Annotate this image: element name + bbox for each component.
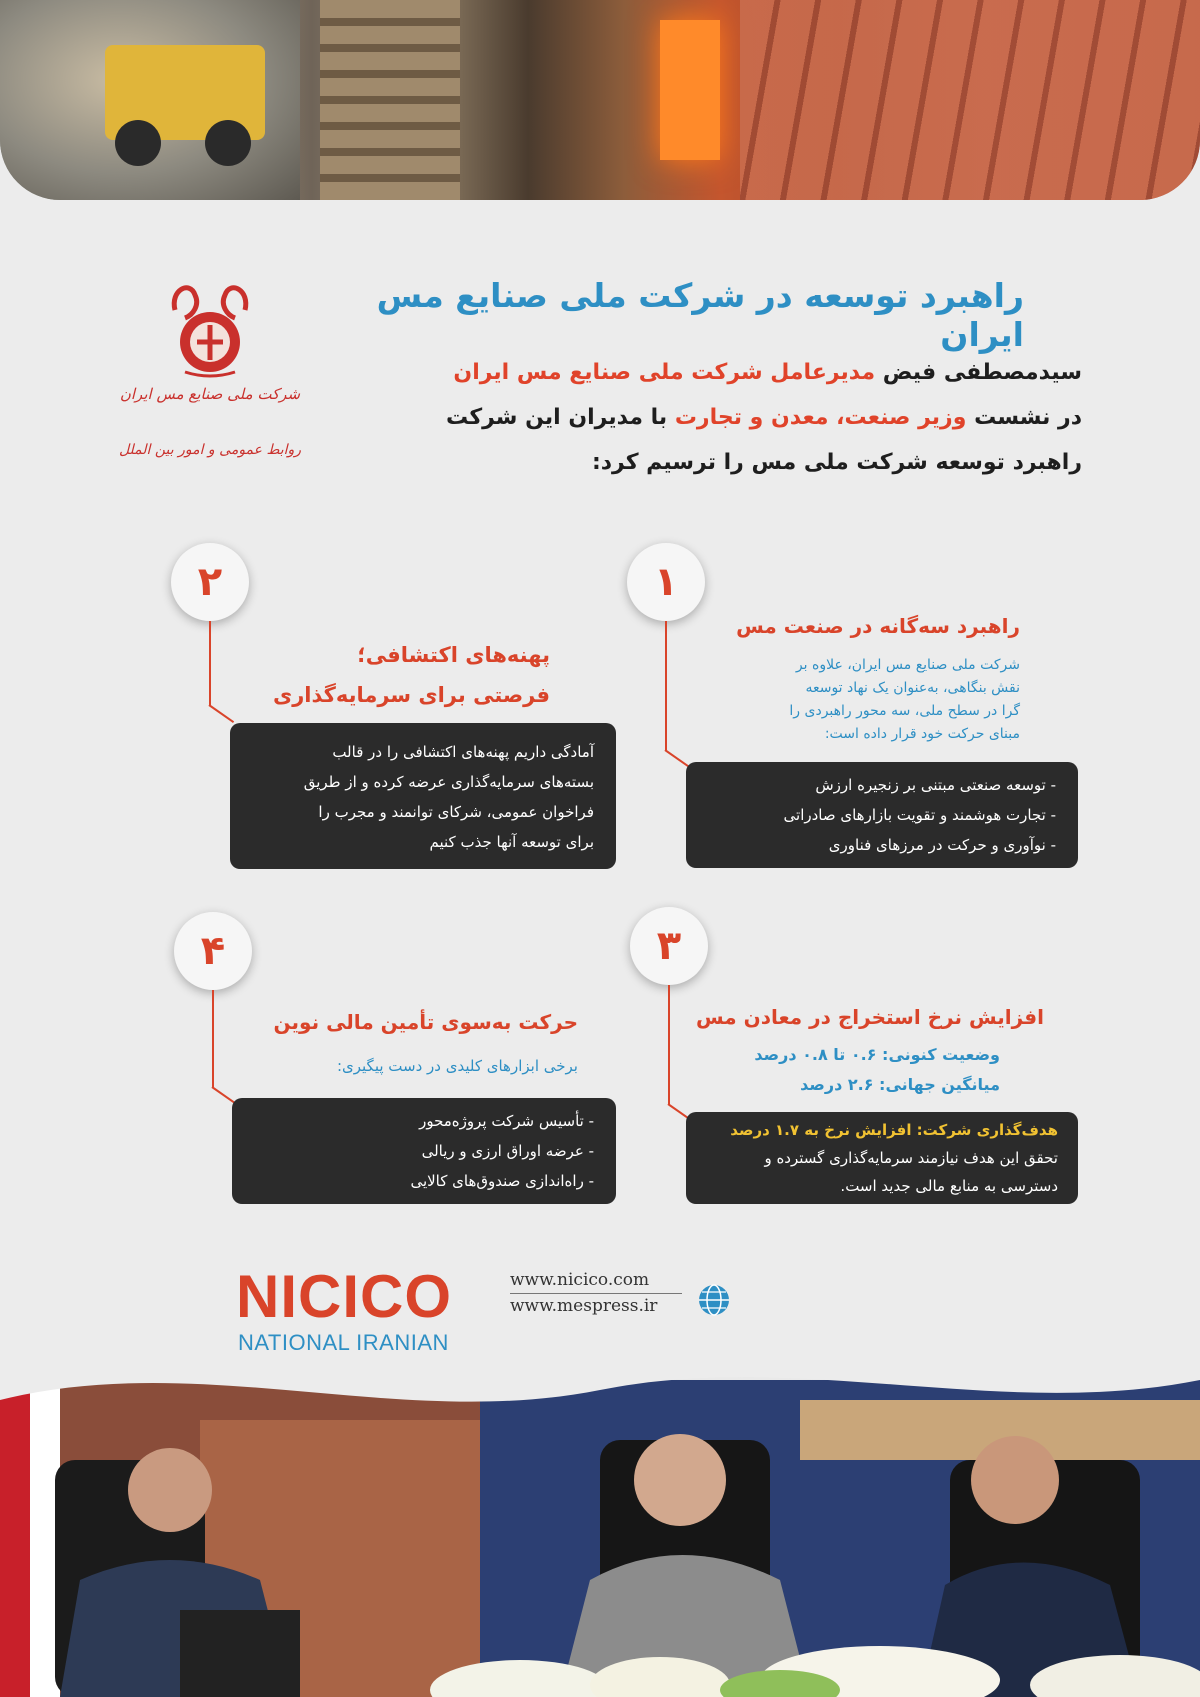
intro-line-1 xyxy=(222,350,1082,395)
section-3-stat-line: میانگین جهانی: ۲.۶ درصد xyxy=(800,1075,1000,1094)
section-4-number-badge: ۴ xyxy=(174,912,252,990)
section-1-item: - توسعه صنعتی مبتنی بر زنجیره ارزش xyxy=(815,776,1056,794)
website-link-mespress[interactable]: www.mespress.ir xyxy=(510,1296,658,1316)
section-1-description-line: نقش بنگاهی، به‌عنوان یک نهاد توسعه xyxy=(805,680,1020,696)
section-4-heading: حرکت به‌سوی تأمین مالی نوین xyxy=(273,1010,578,1034)
section-4-subtitle: برخی ابزارهای کلیدی در دست پیگیری: xyxy=(336,1057,578,1075)
speaker-left-face xyxy=(128,1448,212,1532)
section-1-item: - نوآوری و حرکت در مرزهای فناوری xyxy=(828,836,1056,854)
copper-cathodes-image xyxy=(740,0,1200,200)
minister-title: وزیر صنعت، معدن و تجارت xyxy=(674,405,967,430)
page-title: راهبرد توسعه در شرکت ملی صنایع مس ایران xyxy=(376,276,1024,354)
section-3-box-line: تحقق این هدف نیازمند سرمایه‌گذاری گسترده و xyxy=(764,1149,1058,1167)
intro-line-2-end: با مدیران این شرکت xyxy=(446,405,668,430)
brand-subtitle-line-1: NATIONAL IRANIAN xyxy=(238,1330,449,1355)
section-1-description-line: گرا در سطح ملی، سه محور راهبردی را xyxy=(789,703,1020,719)
website-link-nicico[interactable]: www.nicico.com xyxy=(510,1270,650,1290)
section-3-heading: افزایش نرخ استخراج در معادن مس xyxy=(696,1005,1044,1029)
section-2-heading xyxy=(150,635,550,715)
logo-department-signature: روابط عمومی و امور بین الملل xyxy=(118,442,302,458)
section-2-box-line: فراخوان عمومی، شرکای توانمند و مجرب را xyxy=(318,803,594,821)
section-4-item: - راه‌اندازی صندوق‌های کالایی xyxy=(410,1172,594,1190)
intro-line-3: راهبرد توسعه شرکت ملی مس را ترسیم کرد: xyxy=(591,450,1082,475)
intro-line-2-start: در نشست xyxy=(974,405,1082,430)
section-2-number-badge: ۲ xyxy=(171,543,249,621)
intro-line-2 xyxy=(222,395,1082,440)
section-1-number-badge: ۱ xyxy=(627,543,705,621)
website-divider xyxy=(510,1293,682,1294)
section-1-description-line: مبنای حرکت خود قرار داده است: xyxy=(824,726,1020,742)
brand-logotype: NICICO xyxy=(236,1263,452,1330)
section-2-heading-line: پهنه‌های اکتشافی؛ xyxy=(357,643,550,667)
logo-company-signature: شرکت ملی صنایع مس ایران xyxy=(119,385,301,403)
right-official-face xyxy=(971,1436,1059,1524)
section-2-box-line: برای توسعه آنها جذب کنیم xyxy=(429,833,594,851)
section-2-heading-line: فرصتی برای سرمایه‌گذاری xyxy=(272,683,550,707)
section-2-box-line: آمادگی داریم پهنه‌های اکتشافی را در قالب xyxy=(332,743,594,761)
section-3-box xyxy=(686,1112,1078,1204)
section-1-item: - تجارت هوشمند و تقویت بازارهای صادراتی xyxy=(783,806,1056,824)
furnace-glow-image xyxy=(660,20,720,160)
center-official-face xyxy=(634,1434,726,1526)
section-1-description xyxy=(690,654,1020,746)
section-2-box xyxy=(230,723,616,869)
section-3-target: هدف‌گذاری شرکت: افزایش نرخ به ۱.۷ درصد xyxy=(730,1121,1058,1139)
section-1-description-line: شرکت ملی صنایع مس ایران، علاوه بر xyxy=(795,657,1020,673)
section-1-box xyxy=(686,762,1078,868)
section-3-number-badge: ۳ xyxy=(630,907,708,985)
section-1-connector-tip xyxy=(664,749,690,768)
section-3-stat-line: وضعیت کنونی: ۰.۶ تا ۰.۸ درصد xyxy=(754,1045,1000,1064)
section-2-box-line: بسته‌های سرمایه‌گذاری عرضه کرده و از طریق xyxy=(303,773,594,791)
section-4-item: - تأسیس شرکت پروژه‌محور xyxy=(419,1112,594,1130)
section-4-box xyxy=(232,1098,616,1204)
section-4-item: - عرضه اوراق ارزی و ریالی xyxy=(421,1142,594,1160)
top-photo-banner xyxy=(0,0,1200,200)
intro-paragraph xyxy=(222,350,1082,485)
section-1-heading: راهبرد سه‌گانه در صنعت مس xyxy=(736,614,1020,638)
speaker-name: سیدمصطفی فیض xyxy=(882,360,1082,385)
meeting-photo xyxy=(0,1360,1200,1697)
ball-mill-image xyxy=(320,0,460,200)
section-3-stats xyxy=(670,1040,1000,1100)
globe-icon xyxy=(697,1283,731,1317)
section-3-box-line: دسترسی به منابع مالی جدید است. xyxy=(840,1177,1058,1195)
speaker-role: مدیرعامل شرکت ملی صنایع مس ایران xyxy=(453,360,876,385)
